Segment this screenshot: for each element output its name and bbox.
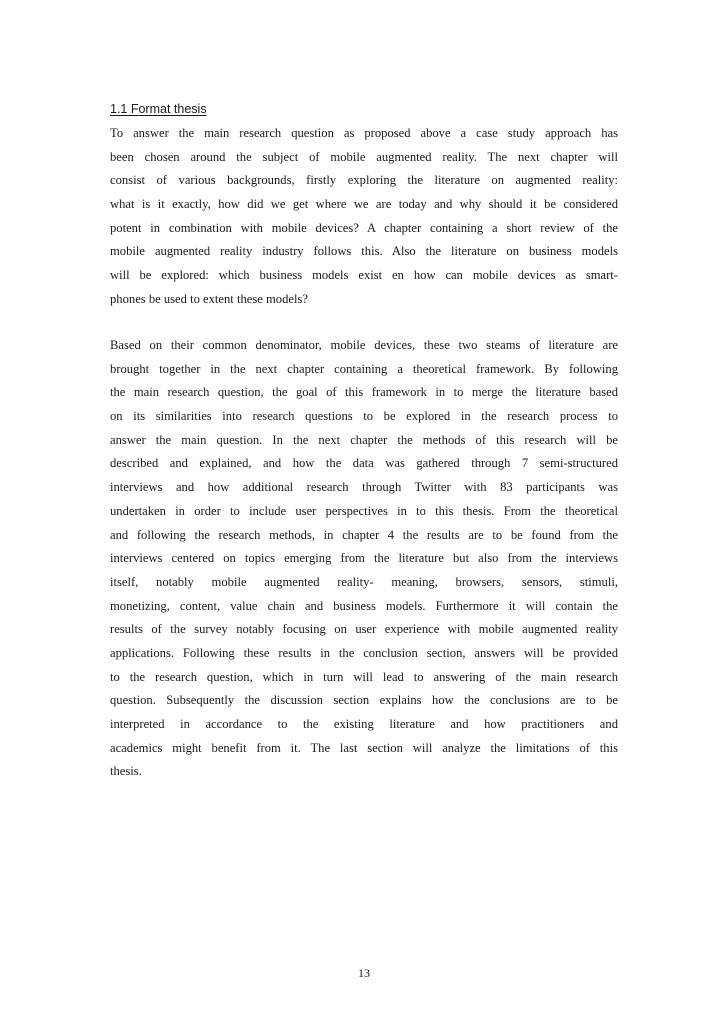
paragraph-line: brought together in the next chapter containing a theoretical framework. By following — [110, 361, 618, 376]
paragraph-line: undertaken in order to include user perspectives in to this thesis. From the theoretical — [110, 503, 618, 518]
paragraph-line: potent in combination with mobile devices? A chapter containing a short review of the — [110, 220, 618, 235]
page-number: 13 — [358, 966, 370, 980]
paragraph-line: phones be used to extent these models? — [110, 291, 308, 306]
paragraph-2 — [110, 334, 618, 784]
paragraph-line: interviews centered on topics emerging from the literature but also from the interviews — [110, 551, 618, 566]
paragraph-line: academics might benefit from it. The last section will analyze the limitations of this — [110, 740, 618, 755]
paragraph-line: Based on their common denominator, mobile devices, these two steams of literature are — [110, 338, 618, 352]
paragraph-line: mobile augmented reality industry follows this. Also the literature on business models — [110, 244, 618, 259]
paragraph-line: interviews and how additional research through Twitter with 83 participants was — [110, 480, 618, 495]
paragraph-line: thesis. — [110, 764, 142, 779]
paragraph-line: and following the research methods, in chapter 4 the results are to be found from the — [110, 527, 618, 542]
paragraph-line: consist of various backgrounds, firstly exploring the literature on augmented reality: — [110, 173, 618, 188]
paragraph-line: itself, notably mobile augmented reality- meaning, browsers, sensors, stimuli, — [110, 574, 618, 589]
paragraph-line: will be explored: which business models exist en how can mobile devices as smart- — [110, 268, 618, 283]
paragraph-1 — [110, 122, 618, 312]
paragraph-line: question. Subsequently the discussion section explains how the conclusions are to be — [110, 693, 618, 708]
paragraph-line: answer the main question. In the next chapter the methods of this research will be — [110, 432, 618, 447]
paragraph-line: been chosen around the subject of mobile augmented reality. The next chapter will — [110, 149, 618, 164]
paragraph-line: monetizing, content, value chain and business models. Furthermore it will contain the — [110, 598, 618, 613]
paragraph-line: the main research question, the goal of this framework in to merge the literature based — [110, 385, 618, 400]
paragraph-line: applications. Following these results in the conclusion section, answers will be provided — [110, 645, 618, 660]
paragraph-line: results of the survey notably focusing on user experience with mobile augmented reality — [110, 622, 618, 637]
paragraph-line: To answer the main research question as proposed above a case study approach has — [110, 126, 618, 140]
paragraph-line: described and explained, and how the data was gathered through 7 semi-structured — [110, 456, 618, 471]
paragraph-line: interpreted in accordance to the existing literature and how practitioners and — [110, 717, 618, 731]
paragraph-line: what is it exactly, how did we get where we are today and why should it be considered — [110, 197, 618, 212]
paragraph-line: to the research question, which in turn will lead to answering of the main research — [110, 669, 618, 684]
paragraph-line: on its similarities into research questions to be explored in the research process to — [110, 409, 618, 424]
section-heading: 1.1 Format thesis — [110, 102, 207, 116]
